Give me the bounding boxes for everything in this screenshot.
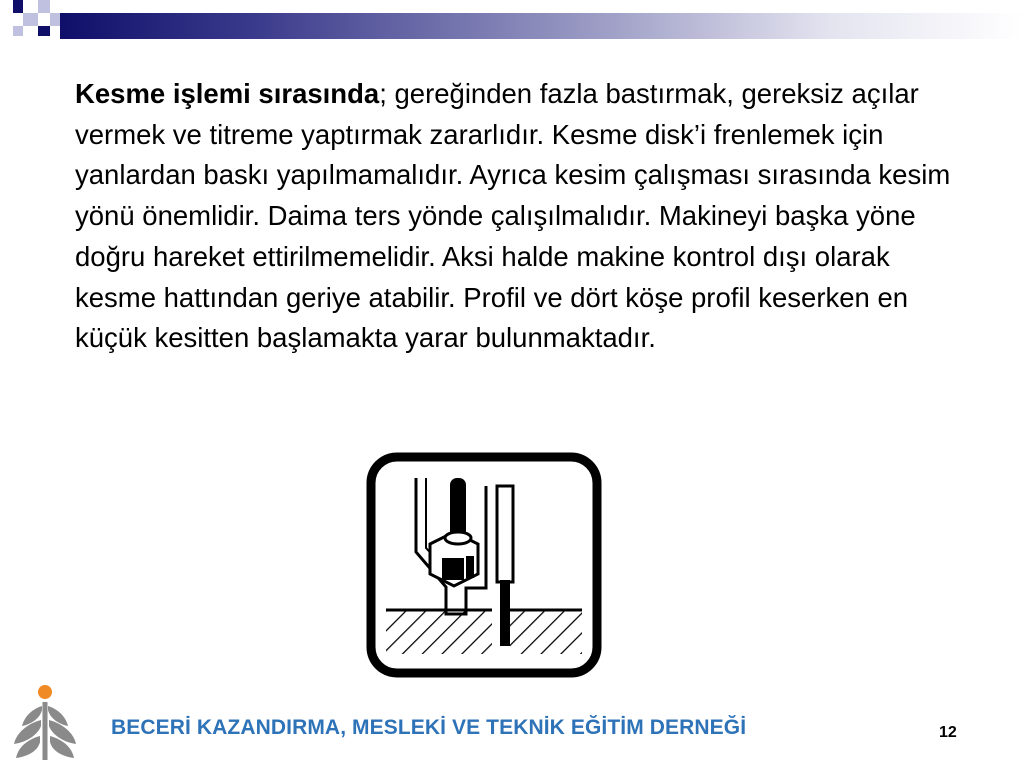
deco-square bbox=[23, 13, 38, 26]
cutting-machine-safety-pictogram-icon bbox=[366, 452, 602, 678]
deco-square bbox=[13, 0, 23, 13]
header-decoration bbox=[0, 0, 1024, 50]
wheat-leaf-logo-icon bbox=[6, 684, 84, 762]
page-number: 12 bbox=[939, 724, 957, 741]
slide-body-text bbox=[75, 74, 975, 359]
lead-bold-text: Kesme işlemi sırasında bbox=[75, 78, 380, 109]
body-paragraph: ; gereğinden fazla bastırmak, gereksiz açılar vermek ve titreme yaptırmak zararlıdır. Kesme disk’i frenlemek için yanlardan baskı yapılmamalıdır. Ayrıca kesim çalışması sırasında kesim yönü önemlidir. Daima ters yönde çalışılmalıdır. Makineyi başka yöne doğru hareket ettirilmemelidir. Aksi halde makine kontrol dışı olarak kesme hattından geriye atabilir. Profil ve dört köşe profil keserken en küçük kesitten başlamakta yarar bulunmaktadır. bbox=[75, 78, 951, 354]
footer-organization-name: BECERİ KAZANDIRMA, MESLEKİ VE TEKNİK EĞİTİM DERNEĞİ bbox=[111, 716, 747, 739]
deco-square bbox=[38, 0, 50, 13]
deco-square bbox=[50, 13, 60, 26]
deco-square bbox=[38, 26, 50, 36]
deco-square bbox=[13, 26, 23, 36]
header-gradient-bar bbox=[60, 13, 1024, 39]
